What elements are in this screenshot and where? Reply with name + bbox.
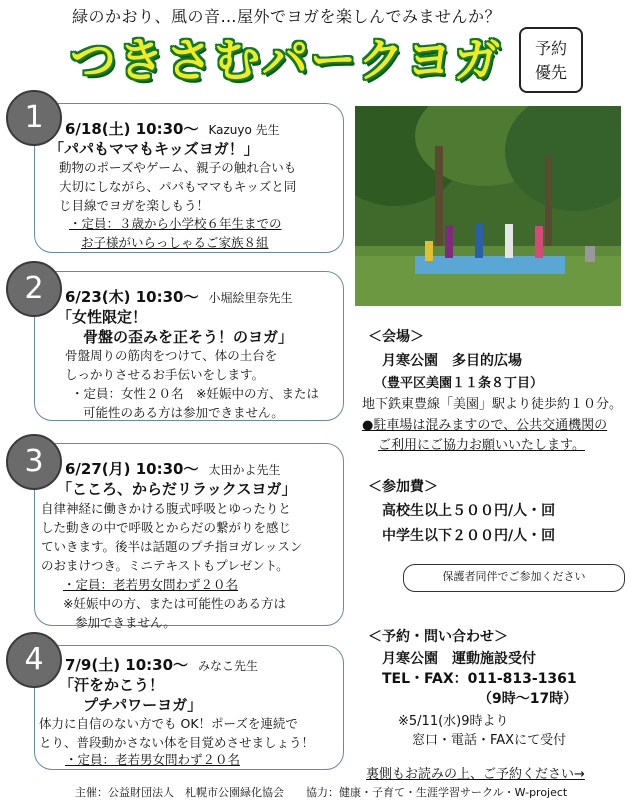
session-date: 6/27(月) 10:30～ 太田かよ先生: [65, 460, 281, 478]
page-title: つきさむパークヨガ: [70, 33, 502, 87]
footer: 主催：公益財団法人 札幌市公園緑化協会 協力：健康・子育て・生涯学習サークル・W-project: [75, 786, 568, 799]
parking-note-line-1: ●駐車場は混みますので、公共交通機関の: [362, 418, 608, 433]
session-card-3: [34, 443, 344, 630]
reservation-badge: [519, 27, 583, 93]
session-title: 「女性限定！: [57, 308, 148, 326]
contact-tel: TEL・FAX：011-813-1361: [382, 671, 577, 687]
venue-address: （豊平区美園１１条８丁目）: [374, 376, 544, 391]
session-teacher: 太田かよ先生: [208, 463, 281, 477]
reservation-start: ※5/11(水)9時より: [398, 714, 509, 729]
yoga-photo: [355, 106, 621, 306]
session-number-3: 3: [6, 434, 62, 490]
contact-hours: （9時～17時）: [478, 691, 578, 707]
session-title: 「こころ、からだリラックスヨガ」: [57, 480, 297, 498]
fee-heading: ＜参加費＞: [368, 479, 438, 495]
session-date: 6/18(土) 10:30～ Kazuyo 先生: [65, 120, 280, 138]
venue-name: 月寒公園 多目的広場: [382, 353, 522, 369]
session-number-4: 4: [6, 632, 62, 688]
fee-adult: 高校生以上５００円/人・回: [382, 503, 556, 519]
session-title: 「パパもママもキッズヨガ！」: [49, 140, 259, 158]
session-teacher: 小堀絵里奈先生: [208, 291, 293, 305]
park-yoga-image: [355, 106, 621, 306]
contact-heading: ＜予約・問い合わせ＞: [368, 629, 508, 645]
session-title: 「汗をかこう！: [59, 676, 165, 694]
session-capacity: ・定員：老若男女問わず２０名 ※妊娠中の方、または可能性のある方は 参加できません。: [63, 577, 286, 630]
badge-line-2: 優先: [534, 63, 567, 82]
parking-note-line-2: ご利用にご協力お願いいたします。: [378, 438, 585, 453]
session-description: 自律神経に働きかける腹式呼吸とゆったりと した動きの中で呼吸とからだの繋がりを感じ ていきます。後半は話題のプチ指ヨガレッスン のおまけつき。ミニテキストもプレゼント。: [41, 501, 303, 573]
session-teacher: みなこ先生: [198, 659, 259, 673]
session-number-2: 2: [6, 261, 62, 317]
session-capacity: ・定員：３歳から小学校６年生までの お子様がいらっしゃるご家族８組: [69, 216, 282, 250]
subtitle: 緑のかおり、風の音…屋外でヨガを楽しんでみませんか？: [72, 7, 502, 26]
backside-note: 裏側もお読みの上、ご予約ください→: [366, 767, 585, 782]
session-teacher: Kazuyo 先生: [208, 123, 280, 137]
contact-name: 月寒公園 運動施設受付: [382, 651, 536, 667]
session-description: 体力に自信のない方でも OK！ポーズを連続で とり、普段動かさない体を目覚めさせましょう！: [39, 716, 315, 750]
fee-child: 中学生以下２００円/人・回: [382, 528, 556, 544]
session-description: 骨盤周りの筋肉をつけて、体の土台を しっかりさせるお手伝いをします。: [65, 348, 278, 382]
session-capacity: ・定員：女性２０名 ※妊娠中の方、または 可能性のある方は参加できません。: [71, 386, 319, 420]
venue-access: 地下鉄東豊線「美園」駅より徒歩約１０分。: [362, 397, 623, 412]
session-card-1: [34, 103, 344, 253]
session-date: 6/23(木) 10:30～ 小堀絵里奈先生: [65, 288, 293, 306]
guardian-callout: 保護者同伴でご参加ください: [403, 564, 625, 592]
session-date: 7/9(土) 10:30～ みなこ先生: [65, 656, 259, 674]
session-number-1: 1: [6, 90, 62, 146]
reservation-methods: 窓口・電話・FAXにて受付: [412, 733, 567, 748]
session-description: 動物のポーズやゲーム、親子の触れ合いも 大切にしながら、パパもママもキッズと同 じ目線でヨガを楽しもう！: [59, 160, 297, 213]
venue-heading: ＜会場＞: [368, 329, 424, 345]
badge-line-1: 予約: [534, 39, 567, 58]
session-capacity: ・定員：老若男女問わず２０名: [65, 752, 241, 767]
session-title-line-2: 骨盤の歪みを正そう！のヨガ」: [83, 328, 294, 346]
session-card-2: [34, 271, 344, 421]
session-card-4: [34, 645, 344, 770]
session-title-line-2: プチパワーヨガ」: [83, 696, 203, 714]
